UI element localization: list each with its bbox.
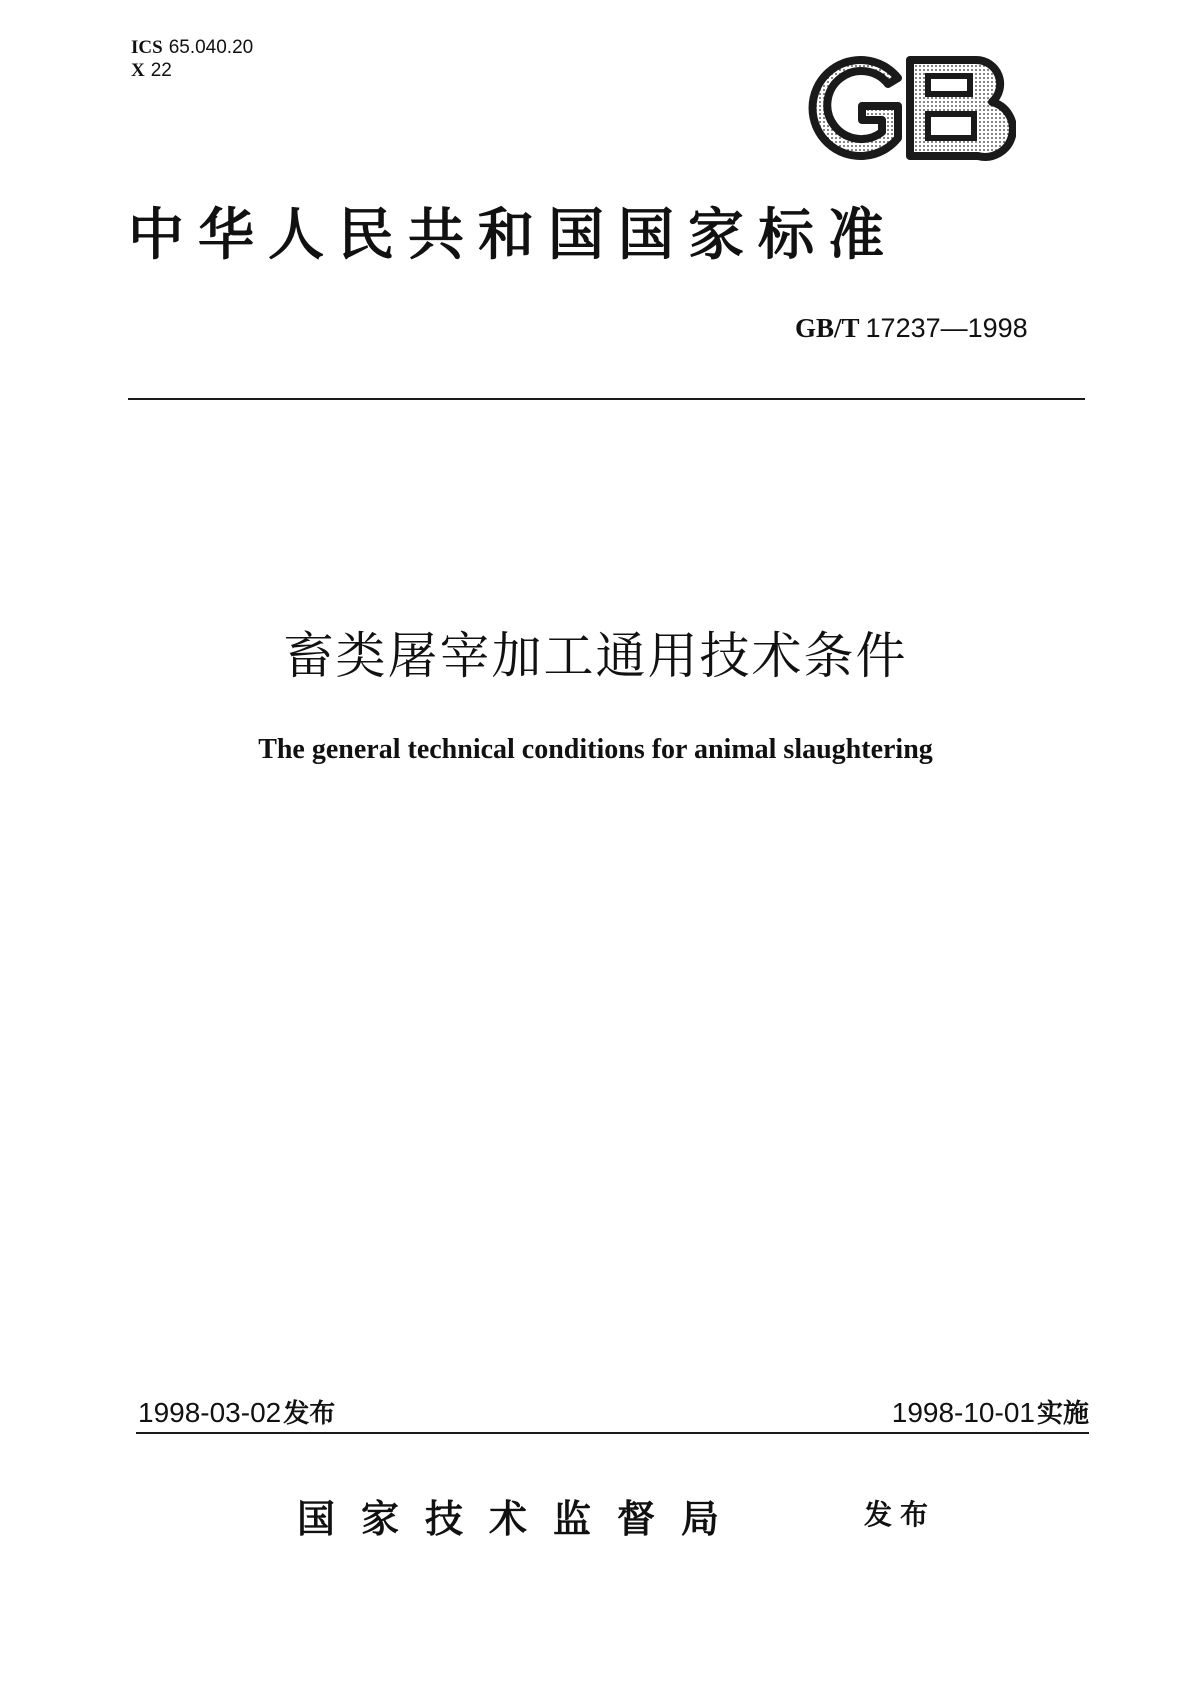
publish-label: 发布 (864, 1498, 937, 1531)
standard-code-prefix: GB/T (795, 313, 860, 343)
logo-letter-b (910, 60, 1013, 157)
standard-category-title: 中华人民共和国国家标准 (128, 202, 898, 268)
top-divider (128, 398, 1085, 400)
standard-code (795, 313, 1028, 344)
effective-date (892, 1393, 1089, 1430)
issue-date-suffix: 发布 (283, 1399, 336, 1429)
gb-logo (806, 52, 1016, 164)
bottom-divider (136, 1432, 1089, 1434)
class-label: X (131, 60, 145, 81)
publisher-name: 国家技术监督局 (297, 1496, 746, 1541)
classification-codes (131, 36, 253, 82)
standard-code-number: 17237—1998 (865, 313, 1028, 343)
document-title-chinese: 畜类屠宰加工通用技术条件 (283, 627, 908, 685)
logo-letter-g (813, 60, 898, 156)
class-line (131, 59, 253, 82)
ics-value: 65.040.20 (168, 37, 254, 58)
effective-date-value: 1998-10-01 (891, 1397, 1035, 1428)
ics-line (131, 36, 253, 59)
issue-date (138, 1393, 335, 1430)
document-title-english: The general technical conditions for animal slaughtering (258, 734, 933, 765)
class-value: 22 (150, 60, 172, 81)
effective-date-suffix: 实施 (1036, 1399, 1089, 1429)
ics-label: ICS (131, 37, 163, 58)
issue-date-value: 1998-03-02 (138, 1397, 282, 1428)
